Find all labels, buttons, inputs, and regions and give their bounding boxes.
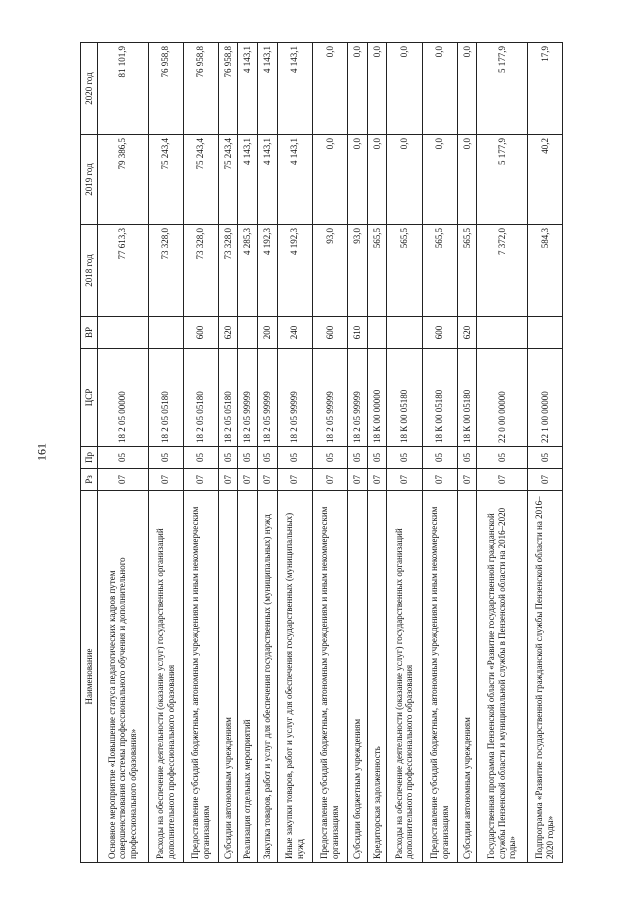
cell-2020: 0,0: [312, 43, 347, 135]
table-row: [183, 43, 218, 863]
cell-pr: 05: [312, 447, 347, 469]
table-row: [148, 43, 183, 863]
table-row: [218, 43, 238, 863]
cell-vr: [98, 317, 149, 349]
cell-2019: 4 143,1: [277, 135, 312, 225]
cell-2020: 5 177,9: [477, 43, 528, 135]
cell-2019: 0,0: [367, 135, 387, 225]
cell-2018: 4 285,3: [238, 225, 258, 317]
cell-vr: 240: [277, 317, 312, 349]
cell-2019: 0,0: [457, 135, 477, 225]
cell-2019: 4 143,1: [238, 135, 258, 225]
cell-pr: 05: [277, 447, 312, 469]
cell-2020: 4 143,1: [258, 43, 278, 135]
cell-name: Предоставление субсидий бюджетным, автономным учреждениям и иным некоммерческим организациям: [312, 491, 347, 863]
cell-rz: 07: [218, 469, 238, 491]
cell-vr: [238, 317, 258, 349]
cell-rz: 07: [277, 469, 312, 491]
table-header-row: [81, 43, 98, 863]
cell-rz: 07: [238, 469, 258, 491]
cell-pr: 05: [527, 447, 562, 469]
cell-pr: 05: [348, 447, 368, 469]
cell-2019: 75 243,4: [148, 135, 183, 225]
cell-csr: 18 2 05 00000: [98, 349, 149, 447]
header-rz: Рз: [81, 469, 98, 491]
cell-name: Расходы на обеспечение деятельности (оказание услуг) государственных организаций дополнительного профессионального образования: [148, 491, 183, 863]
cell-pr: 05: [477, 447, 528, 469]
cell-rz: 07: [98, 469, 149, 491]
cell-name: Кредиторская задолженность: [367, 491, 387, 863]
cell-csr: 18 2 05 05180: [218, 349, 238, 447]
cell-2018: 73 328,0: [148, 225, 183, 317]
cell-2018: 93,0: [312, 225, 347, 317]
cell-2020: 17,9: [527, 43, 562, 135]
cell-2020: 0,0: [387, 43, 422, 135]
cell-2018: 4 192,3: [277, 225, 312, 317]
cell-2019: 40,2: [527, 135, 562, 225]
cell-2020: 81 101,9: [98, 43, 149, 135]
cell-csr: 18 К 00 05180: [387, 349, 422, 447]
table-row: [457, 43, 477, 863]
cell-pr: 05: [218, 447, 238, 469]
cell-rz: 07: [183, 469, 218, 491]
cell-rz: 07: [457, 469, 477, 491]
cell-2020: 76 958,8: [183, 43, 218, 135]
cell-2018: 73 328,0: [218, 225, 238, 317]
cell-pr: 05: [367, 447, 387, 469]
cell-csr: 18 2 05 99999: [348, 349, 368, 447]
cell-pr: 05: [183, 447, 218, 469]
cell-2020: 0,0: [422, 43, 457, 135]
cell-vr: [477, 317, 528, 349]
cell-2018: 565,5: [367, 225, 387, 317]
cell-name: Субсидии автономным учреждениям: [218, 491, 238, 863]
rotated-table-area: [80, 43, 563, 863]
table-row: [348, 43, 368, 863]
cell-vr: 600: [312, 317, 347, 349]
cell-name: Субсидии бюджетным учреждениям: [348, 491, 368, 863]
cell-name: Подпрограмма «Развитие государственной гражданской службы Пензенской области на 2016–2020 годы»: [527, 491, 562, 863]
cell-vr: [387, 317, 422, 349]
cell-name: Расходы на обеспечение деятельности (оказание услуг) государственных организаций дополнительного профессионального образования: [387, 491, 422, 863]
cell-pr: 05: [98, 447, 149, 469]
cell-2019: 0,0: [348, 135, 368, 225]
cell-2018: 93,0: [348, 225, 368, 317]
table-row: [277, 43, 312, 863]
cell-csr: 18 2 05 99999: [312, 349, 347, 447]
cell-2020: 76 958,8: [218, 43, 238, 135]
cell-vr: [527, 317, 562, 349]
cell-2019: 0,0: [422, 135, 457, 225]
cell-pr: 05: [387, 447, 422, 469]
cell-2020: 0,0: [457, 43, 477, 135]
cell-csr: 18 2 05 05180: [183, 349, 218, 447]
cell-2018: 565,5: [457, 225, 477, 317]
cell-rz: 07: [387, 469, 422, 491]
table-row: [367, 43, 387, 863]
cell-csr: 22 1 00 00000: [527, 349, 562, 447]
cell-name: Государственная программа Пензенской области «Развитие государственной гражданской службы Пензенской области и муниципальной службы в Пензенской области на 2016–2020 годы»: [477, 491, 528, 863]
cell-2019: 75 243,4: [183, 135, 218, 225]
cell-pr: 05: [457, 447, 477, 469]
table-body: [98, 43, 563, 863]
page-number: 161: [34, 443, 49, 461]
table-row: [477, 43, 528, 863]
cell-vr: 620: [457, 317, 477, 349]
cell-rz: 07: [148, 469, 183, 491]
cell-rz: 07: [367, 469, 387, 491]
cell-rz: 07: [312, 469, 347, 491]
table-wrapper: [80, 43, 563, 863]
cell-name: Субсидии автономным учреждениям: [457, 491, 477, 863]
cell-vr: 200: [258, 317, 278, 349]
cell-name: Основное мероприятие «Повышение статуса педагогических кадров путем совершенствования системы профессионального обучения и дополнительного профессионального образования»: [98, 491, 149, 863]
cell-2018: 565,5: [422, 225, 457, 317]
cell-csr: 18 К 00 00000: [367, 349, 387, 447]
cell-name: Предоставление субсидий бюджетным, автономным учреждениям и иным некоммерческим организациям: [183, 491, 218, 863]
cell-name: Закупка товаров, работ и услуг для обеспечения государственных (муниципальных) нужд: [258, 491, 278, 863]
table-row: [422, 43, 457, 863]
header-csr: ЦСР: [81, 349, 98, 447]
table-row: [238, 43, 258, 863]
cell-pr: 05: [148, 447, 183, 469]
table-row: [387, 43, 422, 863]
cell-2020: 76 958,8: [148, 43, 183, 135]
cell-2018: 77 613,3: [98, 225, 149, 317]
cell-2018: 73 328,0: [183, 225, 218, 317]
cell-csr: 18 К 00 05180: [422, 349, 457, 447]
cell-name: Иные закупки товаров, работ и услуг для обеспечения государственных (муниципальных) нужд: [277, 491, 312, 863]
cell-2020: 4 143,1: [238, 43, 258, 135]
cell-vr: [367, 317, 387, 349]
cell-2018: 565,5: [387, 225, 422, 317]
cell-csr: 18 2 05 99999: [258, 349, 278, 447]
table-row: [98, 43, 149, 863]
cell-pr: 05: [258, 447, 278, 469]
cell-2019: 75 243,4: [218, 135, 238, 225]
cell-2019: 0,0: [312, 135, 347, 225]
cell-pr: 05: [422, 447, 457, 469]
cell-name: Реализация отдельных мероприятий: [238, 491, 258, 863]
cell-csr: 22 0 00 00000: [477, 349, 528, 447]
cell-vr: 610: [348, 317, 368, 349]
cell-csr: 18 2 05 99999: [277, 349, 312, 447]
header-2018: 2018 год: [81, 225, 98, 317]
cell-rz: 07: [348, 469, 368, 491]
cell-vr: 600: [422, 317, 457, 349]
cell-2018: 4 192,3: [258, 225, 278, 317]
cell-csr: 18 2 05 05180: [148, 349, 183, 447]
cell-2020: 0,0: [367, 43, 387, 135]
header-vr: ВР: [81, 317, 98, 349]
cell-2020: 0,0: [348, 43, 368, 135]
cell-2020: 4 143,1: [277, 43, 312, 135]
table-row: [527, 43, 562, 863]
header-pr: Пр: [81, 447, 98, 469]
cell-vr: 620: [218, 317, 238, 349]
cell-2019: 0,0: [387, 135, 422, 225]
cell-rz: 07: [258, 469, 278, 491]
budget-table: [80, 42, 563, 863]
cell-rz: 07: [477, 469, 528, 491]
cell-2018: 584,3: [527, 225, 562, 317]
cell-name: Предоставление субсидий бюджетным, автономным учреждениям и иным некоммерческим организациям: [422, 491, 457, 863]
cell-2019: 4 143,1: [258, 135, 278, 225]
cell-vr: [148, 317, 183, 349]
header-2019: 2019 год: [81, 135, 98, 225]
cell-2019: 79 386,5: [98, 135, 149, 225]
cell-vr: 600: [183, 317, 218, 349]
cell-2018: 7 372,0: [477, 225, 528, 317]
cell-2019: 5 177,9: [477, 135, 528, 225]
header-name: Наименование: [81, 491, 98, 863]
table-row: [312, 43, 347, 863]
cell-rz: 07: [527, 469, 562, 491]
cell-rz: 07: [422, 469, 457, 491]
header-2020: 2020 год: [81, 43, 98, 135]
table-row: [258, 43, 278, 863]
cell-pr: 05: [238, 447, 258, 469]
cell-csr: 18 К 00 05180: [457, 349, 477, 447]
cell-csr: 18 2 05 99999: [238, 349, 258, 447]
